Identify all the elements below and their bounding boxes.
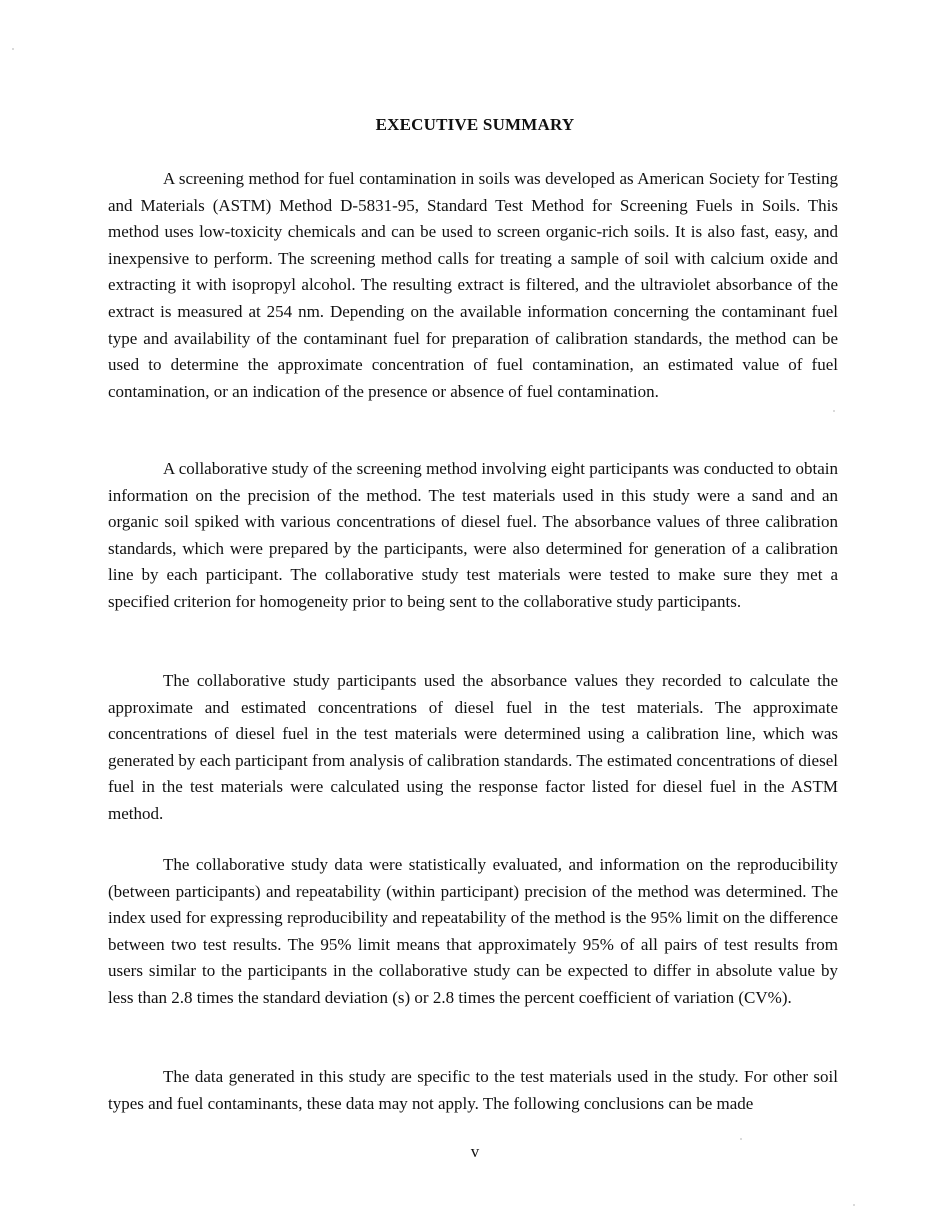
- scan-speck: [833, 410, 835, 412]
- page-number: v: [470, 1142, 480, 1161]
- paragraph-statistical-evaluation: The collaborative study data were statistically evaluated, and information on the reproducibility (between participants) and repeatability (within participant) precision of the method was determined. The index used for expressing reproducibility and repeatability of the method is the 95% limit on the difference between two test results. The 95% limit means that approximately 95% of all pairs of test results from users similar to the participants in the collaborative study can be expected to differ in absolute value by less than 2.8 times the standard deviation (s) or 2.8 times the percent coefficient of variation (CV%).: [108, 855, 838, 1007]
- paragraph-conclusions-intro: The data generated in this study are specific to the test materials used in the study. For other soil types and fuel contaminants, these data may not apply. The following conclusions can be made: [108, 1067, 838, 1113]
- paragraph-collaborative-study: A collaborative study of the screening method involving eight participants was conducted to obtain information on the precision of the method. The test materials used in this study were a sand and an organic soil spiked with various concentrations of diesel fuel. The absorbance values of three calibration standards, which were prepared by the participants, were also determined for generation of a calibration line by each participant. The collaborative study test materials were tested to make sure they met a specified criterion for homogeneity prior to being sent to the collaborative study participants.: [108, 459, 838, 611]
- scan-speck: [853, 1204, 855, 1206]
- scan-speck: [740, 1138, 742, 1140]
- paragraph-concentration-calculation: The collaborative study participants used the absorbance values they recorded to calculate the approximate and estimated concentrations of diesel fuel in the test materials. The approximate concentrations of diesel fuel in the test materials were determined using a calibration line, which was generated by each participant from analysis of calibration standards. The estimated concentrations of diesel fuel in the test materials were calculated using the response factor listed for diesel fuel in the ASTM method.: [108, 671, 838, 823]
- page-title: EXECUTIVE SUMMARY: [375, 115, 575, 134]
- scan-speck: [12, 48, 14, 50]
- paragraph-method-overview: A screening method for fuel contamination in soils was developed as American Society for Testing and Materials (ASTM) Method D-5831-95, Standard Test Method for Screening Fuels in Soils. This method uses low-toxicity chemicals and can be used to screen organic-rich soils. It is also fast, easy, and inexpensive to perform. The screening method calls for treating a sample of soil with calcium oxide and extracting it with isopropyl alcohol. The resulting extract is filtered, and the ultraviolet absorbance of the extract is measured at 254 nm. Depending on the available information concerning the contaminant fuel type and availability of the contaminant fuel for preparation of calibration standards, the method can be used to determine the approximate concentration of fuel contamination, an estimated value of fuel contamination, or an indication of the presence or absence of fuel contamination.: [108, 169, 838, 401]
